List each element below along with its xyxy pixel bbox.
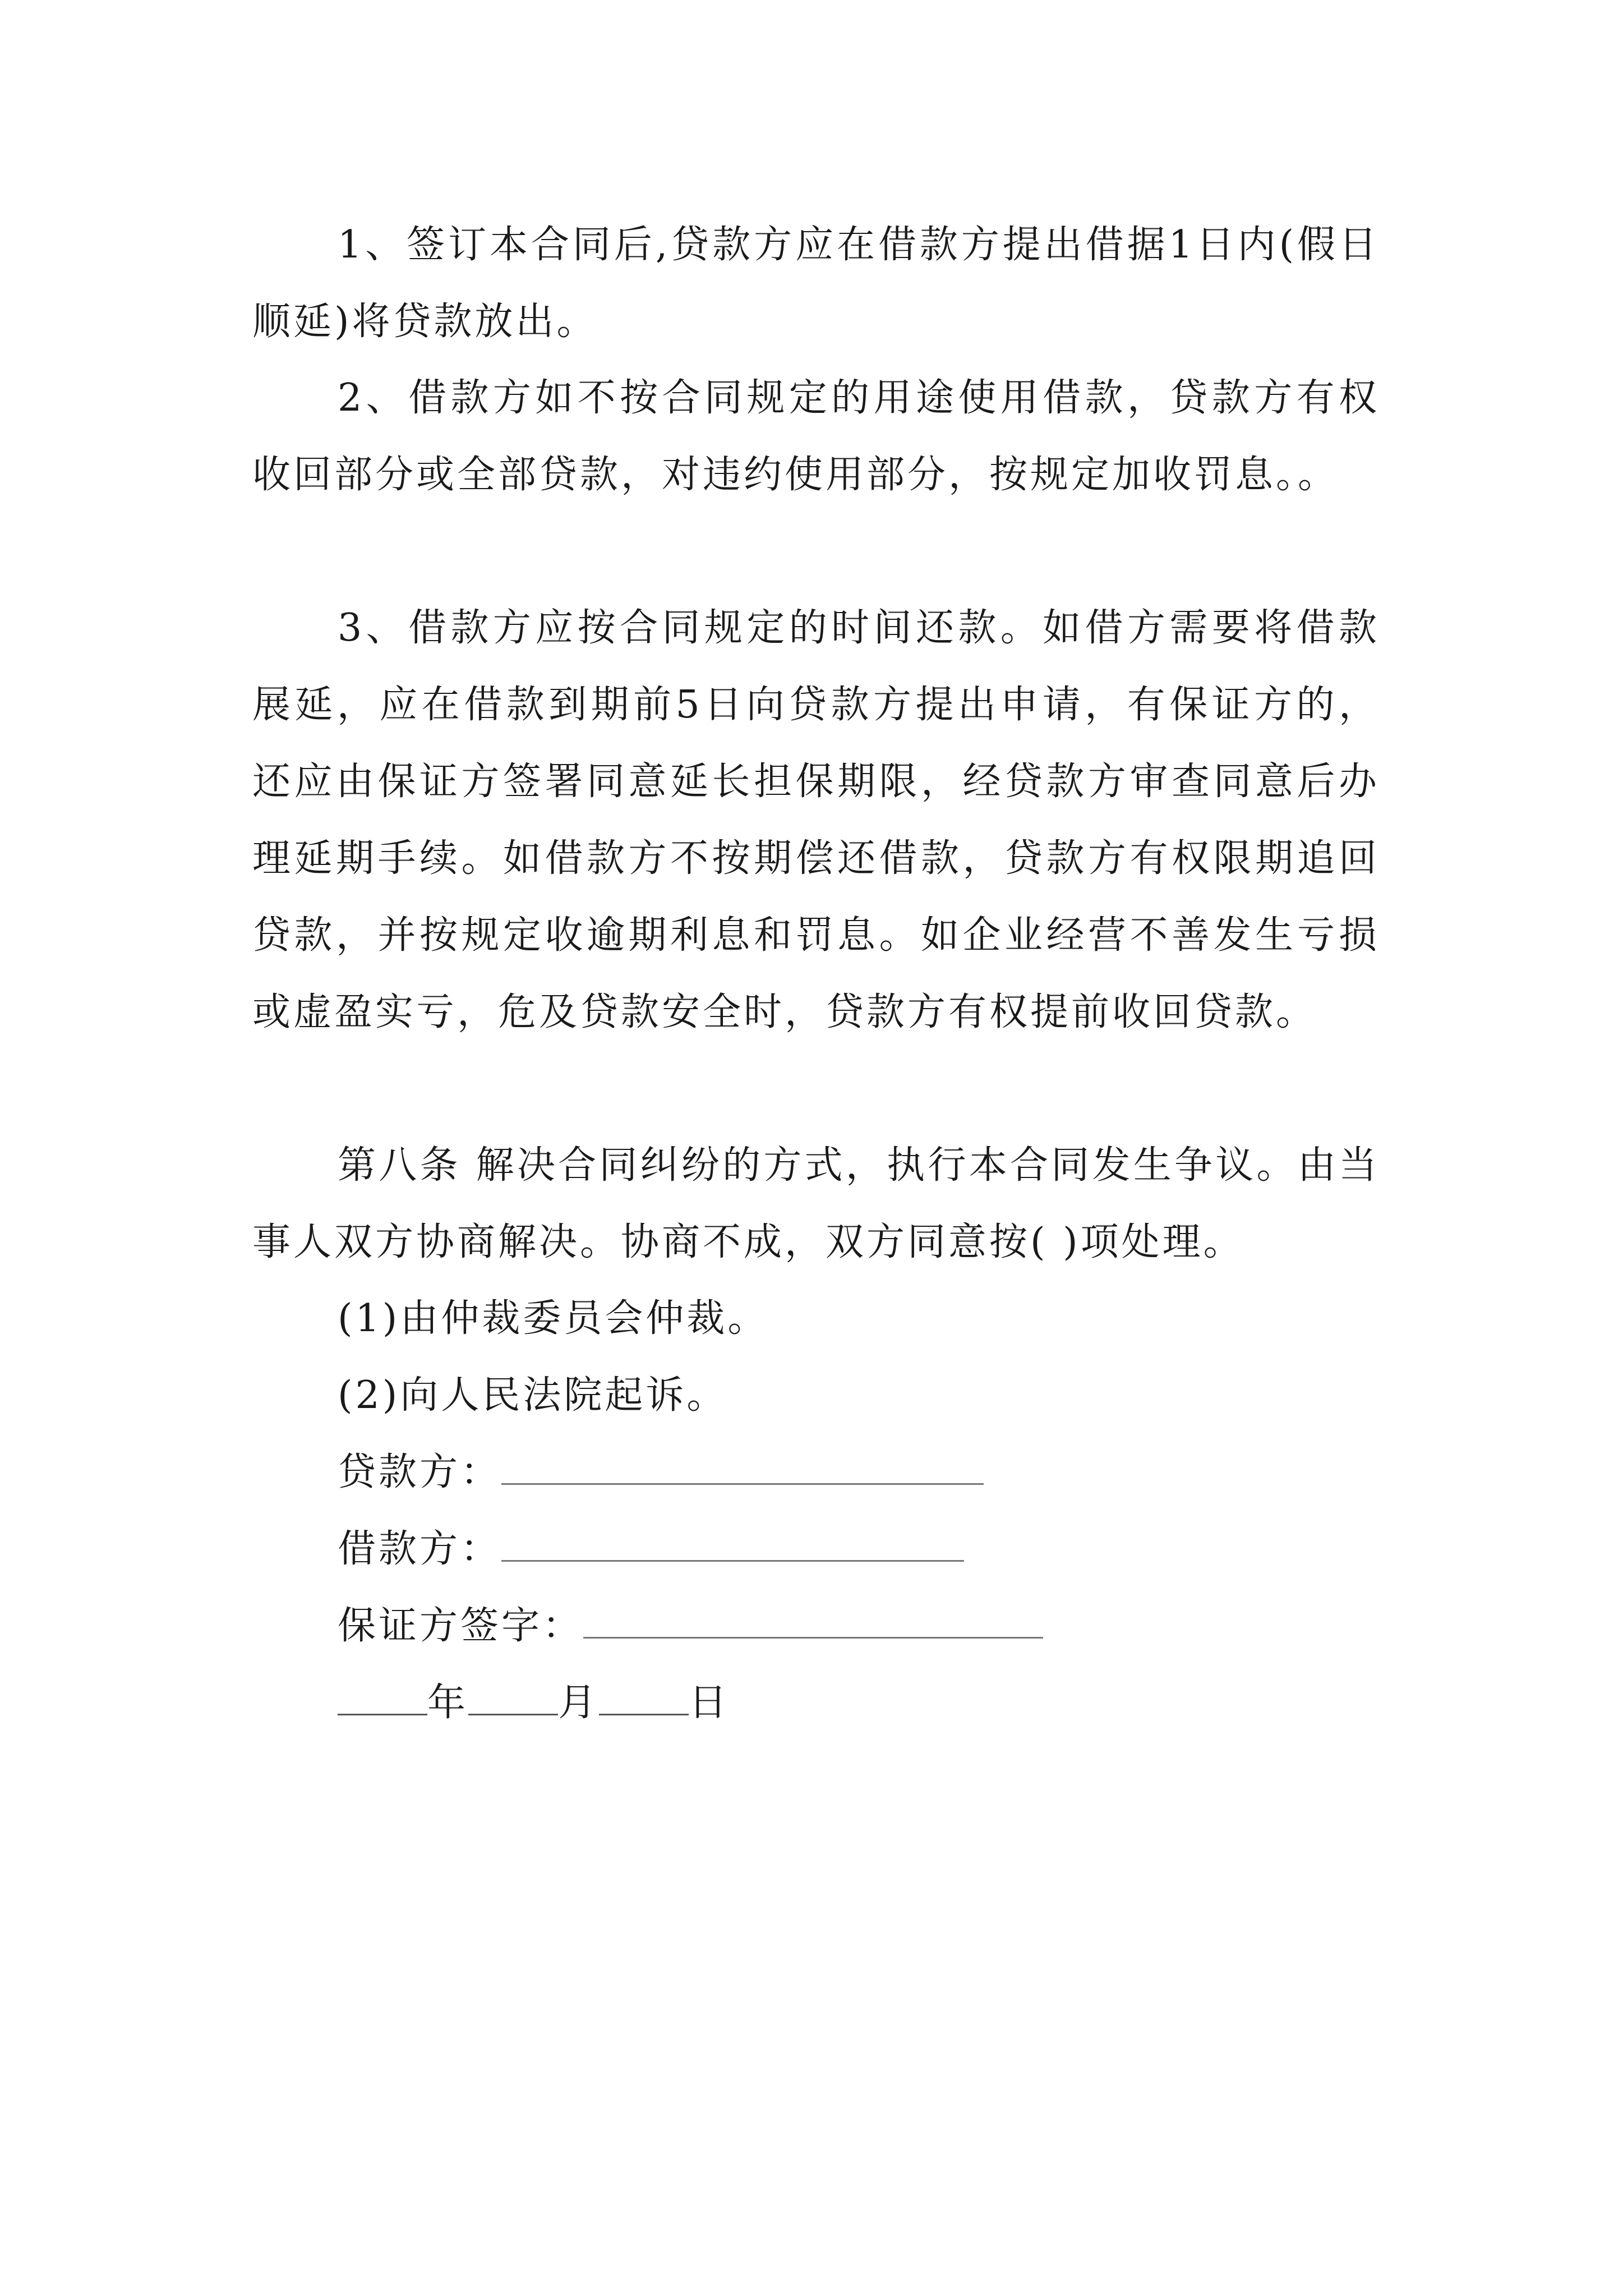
day-blank[interactable] xyxy=(599,1681,689,1715)
clause-3: 3、借款方应按合同规定的时间还款。如借方需要将借款展延，应在借款到期前5日向贷款方提出申请，有保证方的，还应由保证方签署同意延长担保期限，经贷款方审查同意后办理延期手续。如借款方不按期偿还借款，贷款方有权限期追回贷款，并按规定收逾期利息和罚息。如企业经营不善发生亏损或虚盈实亏，危及贷款安全时，贷款方有权提前收回贷款。 xyxy=(252,606,1380,1034)
borrower-signature-line xyxy=(338,1511,964,1588)
clause-2: 2、借款方如不按合同规定的用途使用借款，贷款方有权收回部分或全部贷款，对违约使用部分，按规定加收罚息。。 xyxy=(252,376,1380,497)
guarantor-signature-line xyxy=(338,1588,1043,1664)
clause-1: 1、签订本合同后,贷款方应在借款方提出借据1日内(假日顺延)将贷款放出。 xyxy=(252,223,1380,344)
option-arbitration: (1)由仲裁委员会仲裁。 xyxy=(338,1296,769,1341)
borrower-label: 借款方： xyxy=(338,1527,502,1571)
guarantor-label: 保证方签字： xyxy=(338,1604,584,1648)
article-8: 第八条 解决合同纠纷的方式，执行本合同发生争议。由当事人双方协商解决。协商不成，双方同意按( )项处理。 xyxy=(252,1143,1380,1264)
month-label: 月 xyxy=(558,1681,600,1725)
lender-label: 贷款方： xyxy=(338,1450,502,1494)
lender-signature-line xyxy=(338,1434,984,1511)
year-blank[interactable] xyxy=(338,1681,427,1715)
lender-blank[interactable] xyxy=(501,1450,984,1485)
borrower-blank[interactable] xyxy=(501,1526,964,1562)
date-line xyxy=(338,1664,730,1741)
guarantor-blank[interactable] xyxy=(583,1603,1043,1639)
day-label: 日 xyxy=(689,1681,730,1725)
year-label: 年 xyxy=(427,1681,469,1725)
month-blank[interactable] xyxy=(468,1681,558,1715)
option-court: (2)向人民法院起诉。 xyxy=(338,1373,728,1418)
